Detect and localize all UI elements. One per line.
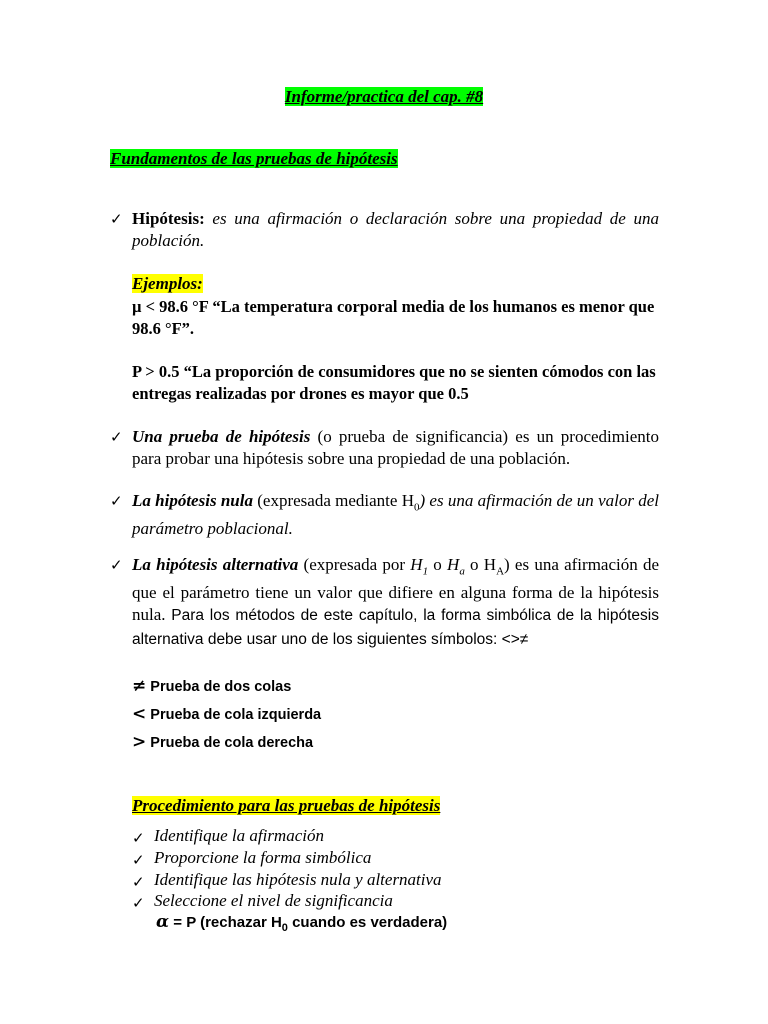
examples-label: Ejemplos: [132, 274, 203, 293]
section-heading-procedimiento: Procedimiento para las pruebas de hipótesis [132, 796, 441, 815]
definition-alternativa: La hipótesis alternativa (expresada por $H_1$ o $H_a$ o $H_A$) es una afirmación de que el parámetro tiene un valor que difiere en alguna forma de la hipótesis nula. Para los métodos de este capítulo, la forma simbólica de la hipótesis alternativa debe usar uno de los siguientes símbolos: <>≠ [132, 555, 660, 649]
example-proportion: P > 0.5 “La proporción de consumidores que no se sienten cómodos con las entregas realizadas por drones es mayor que 0.5 [132, 362, 656, 403]
example-mu: µ < 98.6 °F “La temperatura corporal media de los humanos es menor que 98.6 °F”. [132, 297, 655, 338]
procedure-step: Seleccione el nivel de significancia [154, 891, 393, 910]
definition-prueba: Una prueba de hipótesis (o prueba de significancia) es un procedimiento para probar una hipótesis sobre una propiedad de una población. [132, 427, 659, 468]
check-icon: ✓ [110, 210, 123, 228]
definition-hipotesis: Hipótesis: es una afirmación o declaración sobre una propiedad de una población. [132, 209, 659, 250]
document-title: Informe/practica del cap. #8 [284, 87, 484, 106]
check-icon: ✓ [132, 851, 145, 869]
check-icon: ✓ [132, 873, 145, 891]
alpha-definition: α = P (rechazar $H_0$ cuando es verdadera) [156, 912, 448, 934]
symbol-two-tailed: ≠ Prueba de dos colas [132, 676, 292, 696]
check-icon: ✓ [110, 556, 123, 574]
section-heading-fundamentos: Fundamentos de las pruebas de hipótesis [110, 149, 398, 168]
check-icon: ✓ [132, 829, 145, 847]
symbol-left-tailed: < Prueba de cola izquierda [132, 704, 322, 724]
definition-nula: La hipótesis nula (expresada mediante $H_0$) es una afirmación de un valor del parámetro poblacional. [132, 491, 659, 539]
procedure-step: Identifique la afirmación [154, 826, 324, 845]
check-icon: ✓ [110, 428, 123, 446]
procedure-step: Identifique las hipótesis nula y alternativa [154, 870, 442, 889]
check-icon: ✓ [132, 894, 145, 912]
symbol-right-tailed: > Prueba de cola derecha [132, 732, 314, 752]
check-icon: ✓ [110, 492, 123, 510]
procedure-step: Proporcione la forma simbólica [154, 848, 372, 867]
